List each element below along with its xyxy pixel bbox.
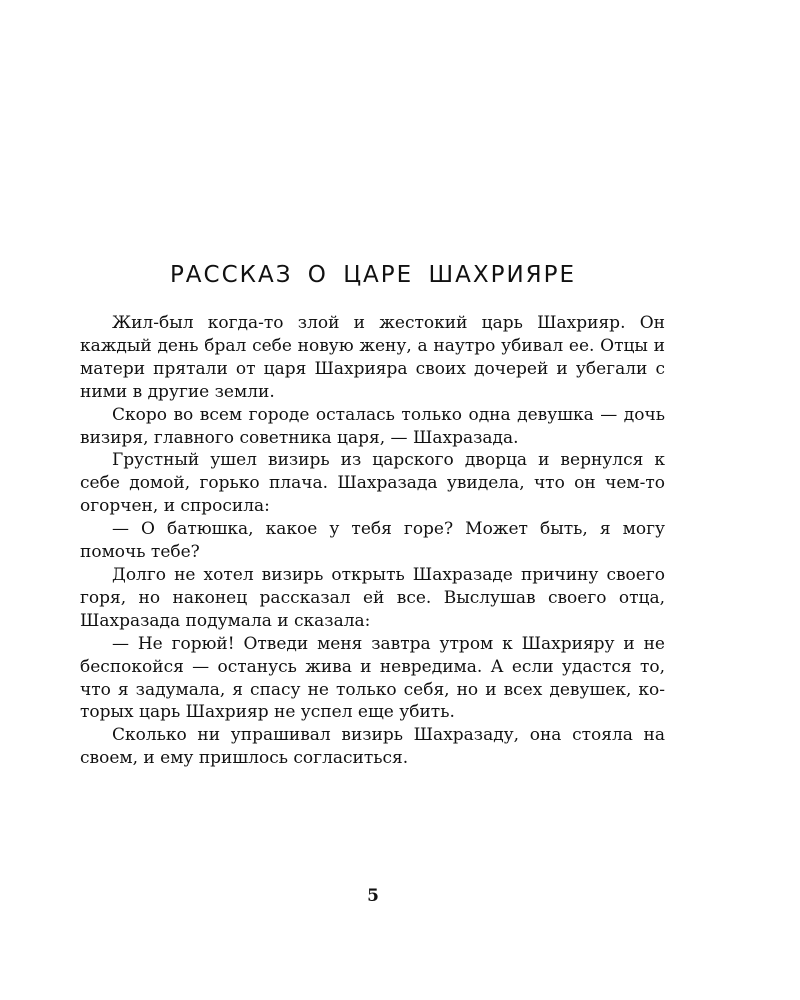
story-text <box>80 312 665 770</box>
chapter-title: РАССКАЗ О ЦАРЕ ШАХРИЯРЕ <box>169 262 577 288</box>
paragraph: — Не горюй! Отведи меня завтра утром к Шахрияру и не беспокойся — останусь жива и невредима. А если удастся то, что я задумала, я спасу не только себя, но и всех девушек, которых царь Шахрияр не успел еще убить. <box>80 633 665 723</box>
paragraph: — О батюшка, какое у тебя горе? Может быть, я могу помочь тебе? <box>80 519 665 563</box>
paragraph: Скоро во всем городе осталась только одна девушка — дочь визиря, главного советника царя, — Шахразада. <box>80 404 665 448</box>
paragraph: Грустный ушел визирь из царского дворца и вернулся к себе домой, горько плача. Шахразада увидела, что он чем-то огорчен, и спросила: <box>80 450 665 517</box>
paragraph: Жил-был когда-то злой и жестокий царь Шахрияр. Он каждый день брал себе новую жену, а наутро убивал ее. Отцы и матери прятали от царя Шахрияра своих дочерей и убегали с ними в другие земли. <box>80 313 665 402</box>
page-number: 5 <box>367 886 379 906</box>
paragraph: Сколько ни упрашивал визирь Шахразаду, она стояла на своем, и ему пришлось согласиться. <box>80 725 665 769</box>
paragraph: Долго не хотел визирь открыть Шахразаде причину своего горя, но наконец рассказал ей все. Выслушав своего отца, Шахразада подумала и сказала: <box>80 564 665 631</box>
